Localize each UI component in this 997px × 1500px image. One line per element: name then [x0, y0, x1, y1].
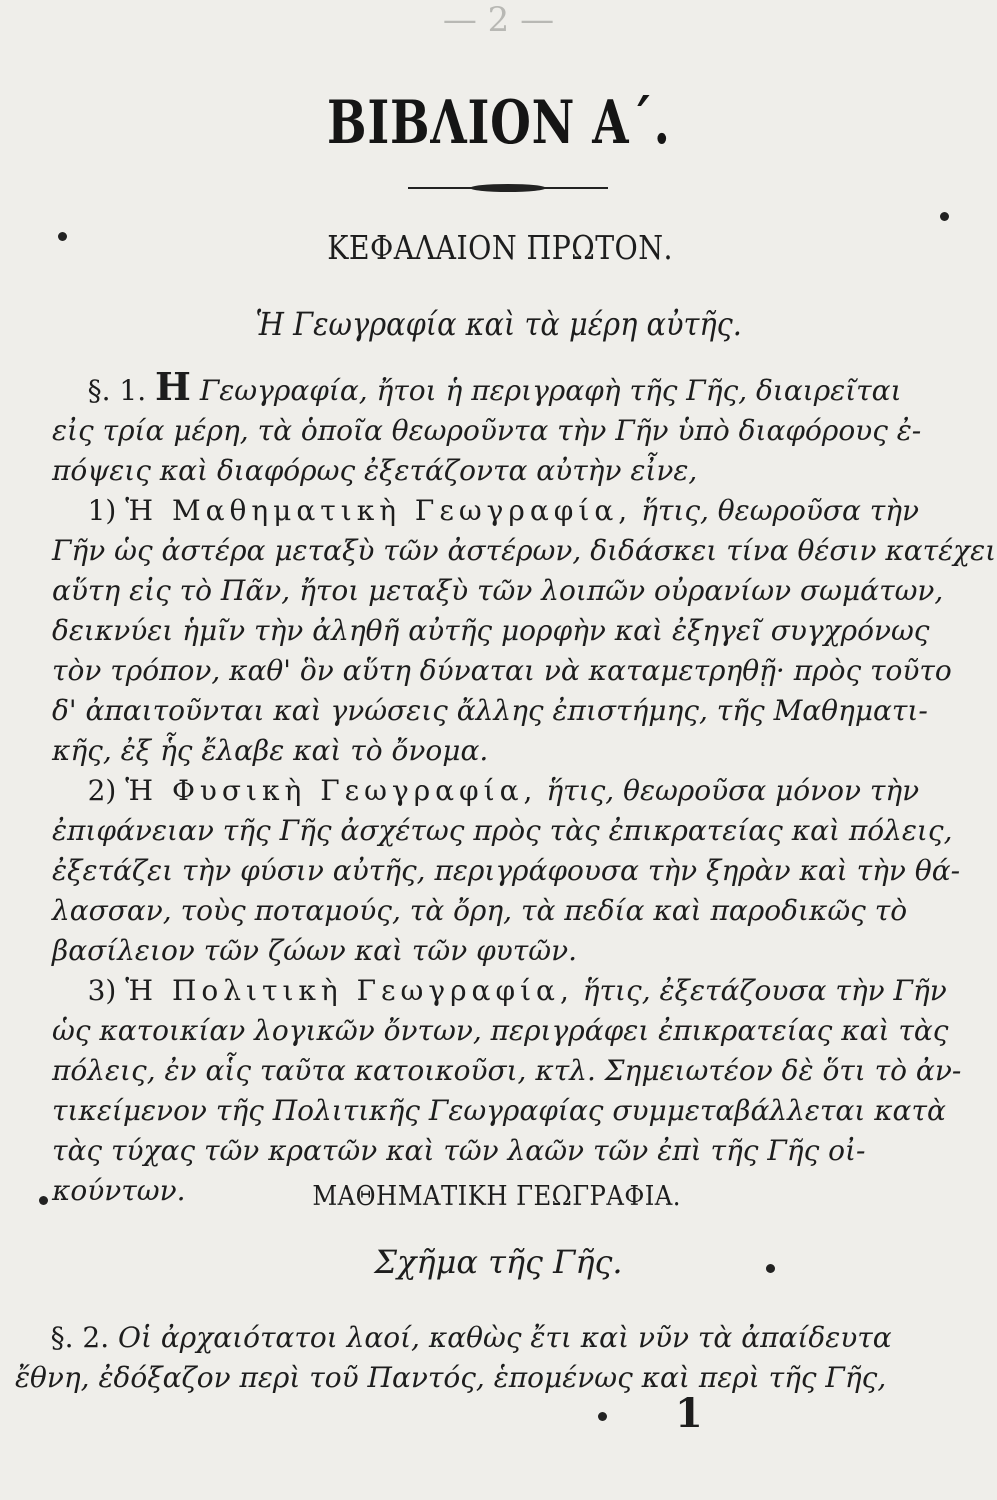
list-item-1 — [52, 491, 997, 771]
page-number: 1 — [675, 1390, 703, 1437]
list-item-2 — [52, 771, 961, 971]
text-line: τὰς τύχας τῶν κρατῶν καὶ τῶν λαῶν τῶν ἐπὶ τῆς Γῆς οἰ- — [52, 1134, 866, 1167]
book-title: ΒΙΒΛΙΟΝ Α΄. — [327, 88, 671, 158]
item-term: Ἡ Μαθηματικὴ Γεωγραφία, — [125, 494, 633, 527]
ink-spot — [940, 212, 949, 221]
list-item-3 — [52, 971, 962, 1211]
line-text: ἥτις, θεωροῦσα μόνον τὴν — [546, 774, 920, 807]
text-line: ὡς κατοικίαν λογικῶν ὄντων, περιγράφει ἐπικρατείας καὶ τὰς — [52, 1014, 949, 1047]
part-subtitle: Σχῆμα τῆς Γῆς. — [374, 1243, 623, 1281]
text-line — [52, 771, 920, 811]
text-line: πόλεις, ἐν αἷς ταῦτα κατοικοῦσι, κτλ. Σημειωτέον δὲ ὅτι τὸ ἀν- — [52, 1054, 962, 1087]
text-line: τικείμενον τῆς Πολιτικῆς Γεωγραφίας συμμεταβάλλεται κατὰ — [52, 1094, 946, 1127]
text-line: ἔθνη, ἐδόξαζον περὶ τοῦ Παντός, ἑπομένως καὶ περὶ τῆς Γῆς, — [15, 1361, 887, 1394]
text-line: λασσαν, τοὺς ποταμούς, τὰ ὄρη, τὰ πεδία καὶ παροδικῶς τὸ — [52, 894, 908, 927]
text-line — [52, 971, 947, 1011]
text-line — [15, 1318, 892, 1358]
text-line — [52, 364, 902, 411]
text-line: πόψεις καὶ διαφόρως ἐξετάζοντα αὐτὴν εἶνε, — [52, 454, 698, 487]
text-line: αὕτη εἰς τὸ Πᾶν, ἤτοι μεταξὺ τῶν λοιπῶν οὐρανίων σωμάτων, — [52, 574, 944, 607]
line-text: ἥτις, ἐξετάζουσα τὴν Γῆν — [582, 974, 947, 1007]
text-line: ἐξετάζει τὴν φύσιν αὐτῆς, περιγράφουσα τὴν ξηρὰν καὶ τὴν θά- — [52, 854, 961, 887]
item-term: Ἡ Φυσικὴ Γεωγραφία, — [125, 774, 538, 807]
ornament-divider — [408, 181, 608, 195]
text-line: Γῆν ὡς ἀστέρα μεταξὺ τῶν ἀστέρων, διδάσκει τίνα θέσιν κατέχει — [52, 534, 997, 567]
ink-spot — [766, 1264, 775, 1273]
section-mark: §. 2. — [50, 1321, 110, 1354]
section-title: Ἡ Γεωγραφία καὶ τὰ μέρη αὐτῆς. — [255, 305, 742, 343]
item-number: 1) — [87, 494, 117, 527]
text-line: τὸν τρόπον, καθ' ὃν αὕτη δύναται νὰ καταμετρηθῇ· πρὸς τοῦτο — [52, 654, 952, 687]
line-text: ἥτις, θεωροῦσα τὴν — [641, 494, 920, 527]
chapter-title: ΚΕΦΑΛΑΙΟΝ ΠΡΩΤΟΝ. — [327, 228, 673, 267]
text-line: κούντων. — [52, 1174, 186, 1207]
drop-letter: Η — [155, 364, 191, 409]
section-mark: §. 1. — [87, 374, 147, 407]
faint-page-number: — 2 — — [442, 0, 555, 40]
ink-spot — [598, 1412, 607, 1421]
line-text: Γεωγραφία, ἤτοι ἡ περιγραφὴ τῆς Γῆς, διαιρεῖται — [199, 374, 902, 407]
text-line: εἰς τρία μέρη, τὰ ὁποῖα θεωροῦντα τὴν Γῆν ὑπὸ διαφόρους ἐ- — [52, 414, 922, 447]
text-line: ἐπιφάνειαν τῆς Γῆς ἀσχέτως πρὸς τὰς ἐπικρατείας καὶ πόλεις, — [52, 814, 953, 847]
text-line: βασίλειον τῶν ζώων καὶ τῶν φυτῶν. — [52, 934, 577, 967]
paragraph-2 — [15, 1318, 892, 1398]
text-line: δεικνύει ἡμῖν τὴν ἀληθῆ αὐτῆς μορφὴν καὶ ἐξηγεῖ συγχρόνως — [52, 614, 930, 647]
text-line: κῆς, ἐξ ἧς ἔλαβε καὶ τὸ ὄνομα. — [52, 734, 489, 767]
text-line — [52, 491, 920, 531]
ink-spot — [39, 1196, 48, 1205]
main-text — [52, 364, 997, 1211]
part-heading: ΜΑΘΗΜΑΤΙΚΗ ΓΕΩΓΡΑΦΙΑ. — [312, 1181, 681, 1212]
item-number: 2) — [87, 774, 117, 807]
ink-spot — [58, 232, 67, 241]
line-text: Οἱ ἀρχαιότατοι λαοί, καθὼς ἔτι καὶ νῦν τὰ ἀπαίδευτα — [118, 1321, 892, 1354]
paragraph-1 — [52, 364, 922, 491]
item-number: 3) — [87, 974, 117, 1007]
item-term: Ἡ Πολιτικὴ Γεωγραφία, — [125, 974, 574, 1007]
text-line: δ' ἀπαιτοῦνται καὶ γνώσεις ἄλλης ἐπιστήμης, τῆς Μαθηματι- — [52, 694, 928, 727]
